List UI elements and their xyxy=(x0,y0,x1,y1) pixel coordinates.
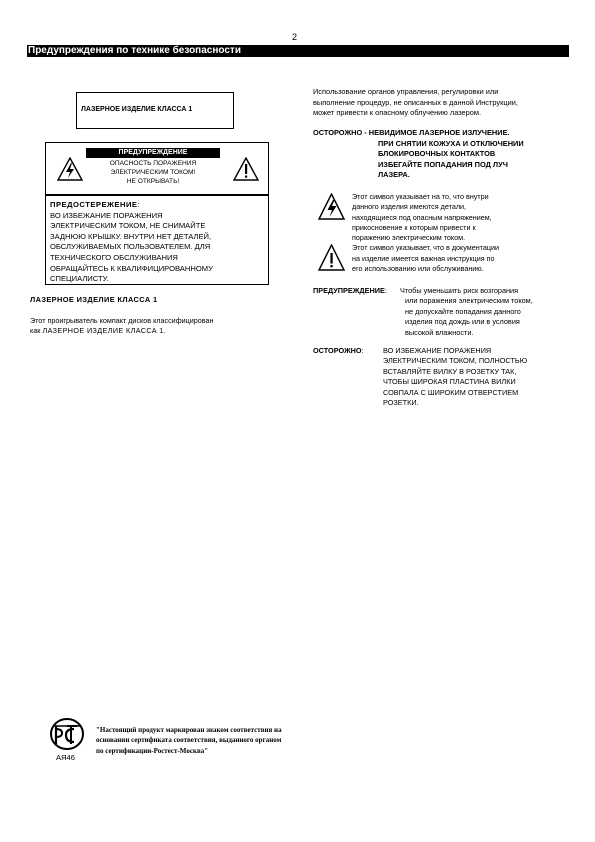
certification-line: "Настоящий продукт маркирован знаком соответствия на xyxy=(96,726,282,734)
caution-label-colon: : xyxy=(137,200,140,209)
laser-section-title: ЛАЗЕРНОЕ ИЗДЕЛИЕ КЛАССА 1 xyxy=(30,295,158,304)
controls-notice xyxy=(313,87,571,119)
laser-section-line: Этот проигрыватель компакт дисков классифицирован xyxy=(30,316,214,325)
moisture-warning-line: высокой влажности. xyxy=(405,327,474,337)
exclamation-triangle-icon xyxy=(233,157,259,181)
laser-section-line xyxy=(30,326,320,336)
plug-caution-line: СОВПАЛА С ШИРОКИМ ОТВЕРСТИЕМ xyxy=(383,387,519,397)
warning-label-line: НЕ ОТКРЫВАТЬ! xyxy=(126,178,180,186)
caution-label-line: ЭЛЕКТРИЧЕСКИМ ТОКОМ, НЕ СНИМАЙТЕ xyxy=(50,221,206,231)
caution-label-line: ЗАДНЮЮ КРЫШКУ. ВНУТРИ НЕТ ДЕТАЛЕЙ, xyxy=(50,231,212,241)
invisible-laser-warning xyxy=(313,128,571,181)
moisture-warning xyxy=(313,286,571,338)
caution-label-line: СПЕЦИАЛИСТУ. xyxy=(50,274,109,284)
plug-caution-line: ЭЛЕКТРИЧЕСКИМ ТОКОМ, ПОЛНОСТЬЮ xyxy=(383,356,528,366)
certification-line: по сертификации-Ростест-Москва" xyxy=(96,746,209,755)
laser-section-text xyxy=(30,316,320,337)
rst-certification-mark-icon xyxy=(47,716,87,752)
symbol-explanations xyxy=(352,192,572,274)
controls-notice-line: может привести к опасному облучению лазером. xyxy=(313,108,482,118)
invisible-laser-heading: ОСТОРОЖНО - НЕВИДИМОЕ ЛАЗЕРНОЕ ИЗЛУЧЕНИЕ. xyxy=(313,128,510,137)
lightning-symbol-text: Этот символ указывает на то, что внутри xyxy=(352,192,489,201)
plug-caution-line: РОЗЕТКИ. xyxy=(383,398,419,408)
caution-label-line: ВО ИЗБЕЖАНИЕ ПОРАЖЕНИЯ xyxy=(50,210,163,220)
warning-label-text xyxy=(86,159,220,187)
page-number: 2 xyxy=(292,32,298,42)
plug-caution-line: ВО ИЗБЕЖАНИЕ ПОРАЖЕНИЯ xyxy=(383,346,492,356)
laser-section-period: . xyxy=(163,326,166,336)
plug-caution xyxy=(313,346,571,408)
laser-class-label: ЛАЗЕРНОЕ ИЗДЕЛИЕ КЛАССА 1 xyxy=(81,106,193,113)
invisible-laser-line: ПРИ СНЯТИИ КОЖУХА И ОТКЛЮЧЕНИИ xyxy=(378,138,524,148)
laser-class-label-box xyxy=(76,92,234,129)
warning-label-line: ОПАСНОСТЬ ПОРАЖЕНИЯ xyxy=(109,160,197,167)
caution-label-line: ОБСЛУЖИВАЕМЫХ ПОЛЬЗОВАТЕЛЕМ. ДЛЯ xyxy=(50,242,211,252)
controls-notice-line: выполнение процедур, не описанных в данной Инструкции, xyxy=(313,97,518,107)
moisture-warning-colon: : xyxy=(384,286,387,295)
moisture-warning-label: ПРЕДУПРЕЖДЕНИЕ xyxy=(313,286,385,295)
plug-caution-label: ОСТОРОЖНО xyxy=(313,346,362,355)
certification-code: АЯ46 xyxy=(56,753,75,762)
moisture-warning-line: Чтобы уменьшить риск возгорания xyxy=(400,286,519,296)
warning-label-title: ПРЕДУПРЕЖДЕНИЕ xyxy=(86,148,220,158)
caution-label-title: ПРЕДОСТЕРЕЖЕНИЕ xyxy=(50,200,138,209)
invisible-laser-line: ЛАЗЕРА. xyxy=(378,170,410,180)
lightning-symbol-text: находящиеся под опасным напряжением, xyxy=(352,212,492,222)
certification-text xyxy=(96,725,356,756)
lightning-triangle-icon xyxy=(57,157,83,181)
caution-label-line: ТЕХНИЧЕСКОГО ОБСЛУЖИВАНИЯ xyxy=(50,252,178,262)
caution-label-box xyxy=(45,195,269,285)
lightning-triangle-icon xyxy=(318,193,345,221)
warning-label-box xyxy=(45,142,269,195)
moisture-warning-line: изделия под дождь или в условия xyxy=(405,317,520,327)
laser-section-class: ЛАЗЕРНОЕ ИЗДЕЛИЕ КЛАССА 1 xyxy=(42,326,164,336)
laser-section-prefix: как xyxy=(30,326,43,336)
invisible-laser-line: БЛОКИРОВОЧНЫХ КОНТАКТОВ xyxy=(378,149,496,159)
exclamation-symbol-text: его использованию или обслуживанию. xyxy=(352,264,484,274)
plug-caution-line: ЧТОБЫ ШИРОКАЯ ПЛАСТИНА ВИЛКИ xyxy=(383,377,516,387)
caution-label-text xyxy=(50,200,213,285)
moisture-warning-line: не допускайте попадания данного xyxy=(405,306,521,316)
controls-notice-line: Использование органов управления, регулировки или xyxy=(313,87,499,96)
exclamation-symbol-text: на изделие имеется важная инструкция по xyxy=(352,253,495,263)
plug-caution-colon: : xyxy=(361,346,364,355)
warning-label-line: ЭЛЕКТРИЧЕСКИМ ТОКОМ! xyxy=(110,169,196,177)
exclamation-triangle-icon xyxy=(318,244,345,272)
lightning-symbol-text: поражению электрическим током. xyxy=(352,233,466,243)
moisture-warning-line: или поражения электрическим током, xyxy=(405,296,533,306)
page-title: Предупреждения по технике безопасности xyxy=(27,45,569,57)
certification-line: основании сертификата соответствия, выданного органом xyxy=(96,736,282,745)
lightning-symbol-text: данного изделия имеются детали, xyxy=(352,202,467,212)
lightning-symbol-text: прикосновение к которым привести к xyxy=(352,222,476,232)
caution-label-line: ОБРАЩАЙТЕСЬ К КВАЛИФИЦИРОВАННОМУ xyxy=(50,263,213,273)
exclamation-symbol-text: Этот символ указывает, что в документации xyxy=(352,243,500,253)
plug-caution-line: ВСТАВЛЯЙТЕ ВИЛКУ В РОЗЕТКУ ТАК, xyxy=(383,366,517,376)
invisible-laser-line: ИЗБЕГАЙТЕ ПОПАДАНИЯ ПОД ЛУЧ xyxy=(378,159,508,169)
